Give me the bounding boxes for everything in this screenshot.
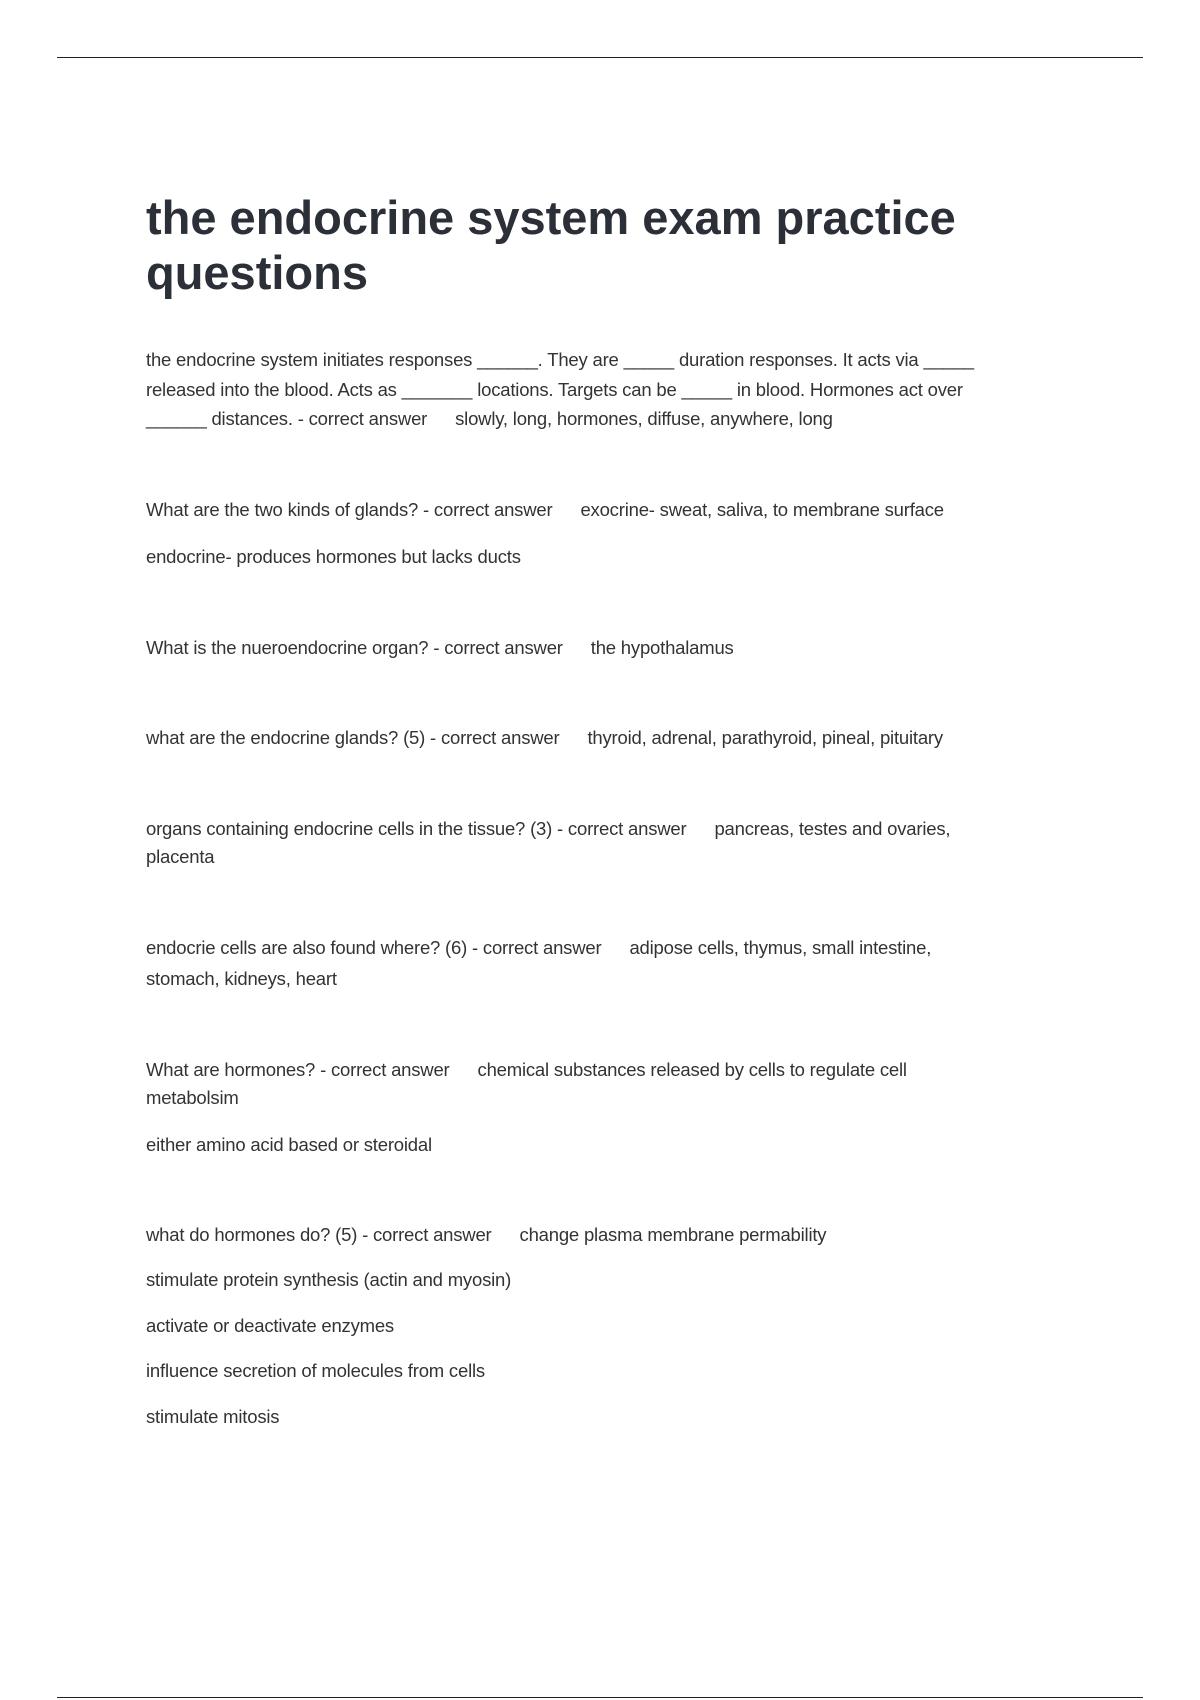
top-rule [57, 57, 1143, 58]
question-text: organs containing endocrine cells in the tissue? (3) - correct answer [146, 818, 687, 839]
answer-extra: stimulate mitosis [146, 1406, 280, 1427]
answer-text: chemical substances released by cells to regulate cell [477, 1059, 907, 1080]
question-text: what are the endocrine glands? (5) - correct answer [146, 727, 560, 748]
qa-item [146, 817, 950, 841]
qa-item [146, 936, 931, 960]
answer-text: adipose cells, thymus, small intestine, [629, 937, 932, 958]
answer-continued: stomach, kidneys, heart [146, 968, 337, 989]
answer-text: the hypothalamus [590, 637, 734, 658]
answer-text: pancreas, testes and ovaries, [714, 818, 951, 839]
question-text: What are hormones? - correct answer [146, 1059, 450, 1080]
qa-item [146, 726, 943, 750]
answer-text: exocrine- sweat, saliva, to membrane surface [580, 499, 944, 520]
answer-text: slowly, long, hormones, diffuse, anywhere, long [455, 408, 833, 429]
answer-extra: stimulate protein synthesis (actin and myosin) [146, 1269, 512, 1290]
qa-item [146, 1058, 907, 1082]
answer-extra: either amino acid based or steroidal [146, 1134, 432, 1155]
page-title: the endocrine system exam practice questions [146, 191, 956, 299]
answer-text: change plasma membrane permability [519, 1224, 827, 1245]
question-text: What is the nueroendocrine organ? - correct answer [146, 637, 563, 658]
intro-line: the endocrine system initiates responses ______. They are _____ duration responses. It acts via _____ [146, 349, 974, 370]
qa-item [146, 636, 734, 660]
answer-extra: endocrine- produces hormones but lacks ducts [146, 546, 521, 567]
intro-line: released into the blood. Acts as _______ locations. Targets can be _____ in blood. Hormones act over [146, 379, 963, 400]
question-text: ______ distances. - correct answer [146, 408, 428, 429]
answer-continued: metabolsim [146, 1087, 239, 1108]
qa-item [146, 498, 944, 522]
answer-continued: placenta [146, 846, 215, 867]
qa-item [146, 1223, 826, 1247]
answer-extra: activate or deactivate enzymes [146, 1315, 394, 1336]
question-text: what do hormones do? (5) - correct answer [146, 1224, 492, 1245]
intro-line [146, 407, 833, 431]
answer-text: thyroid, adrenal, parathyroid, pineal, pituitary [587, 727, 943, 748]
question-text: What are the two kinds of glands? - correct answer [146, 499, 553, 520]
question-text: endocrie cells are also found where? (6) - correct answer [146, 937, 602, 958]
bottom-rule [57, 1697, 1143, 1698]
answer-extra: influence secretion of molecules from cells [146, 1360, 485, 1381]
